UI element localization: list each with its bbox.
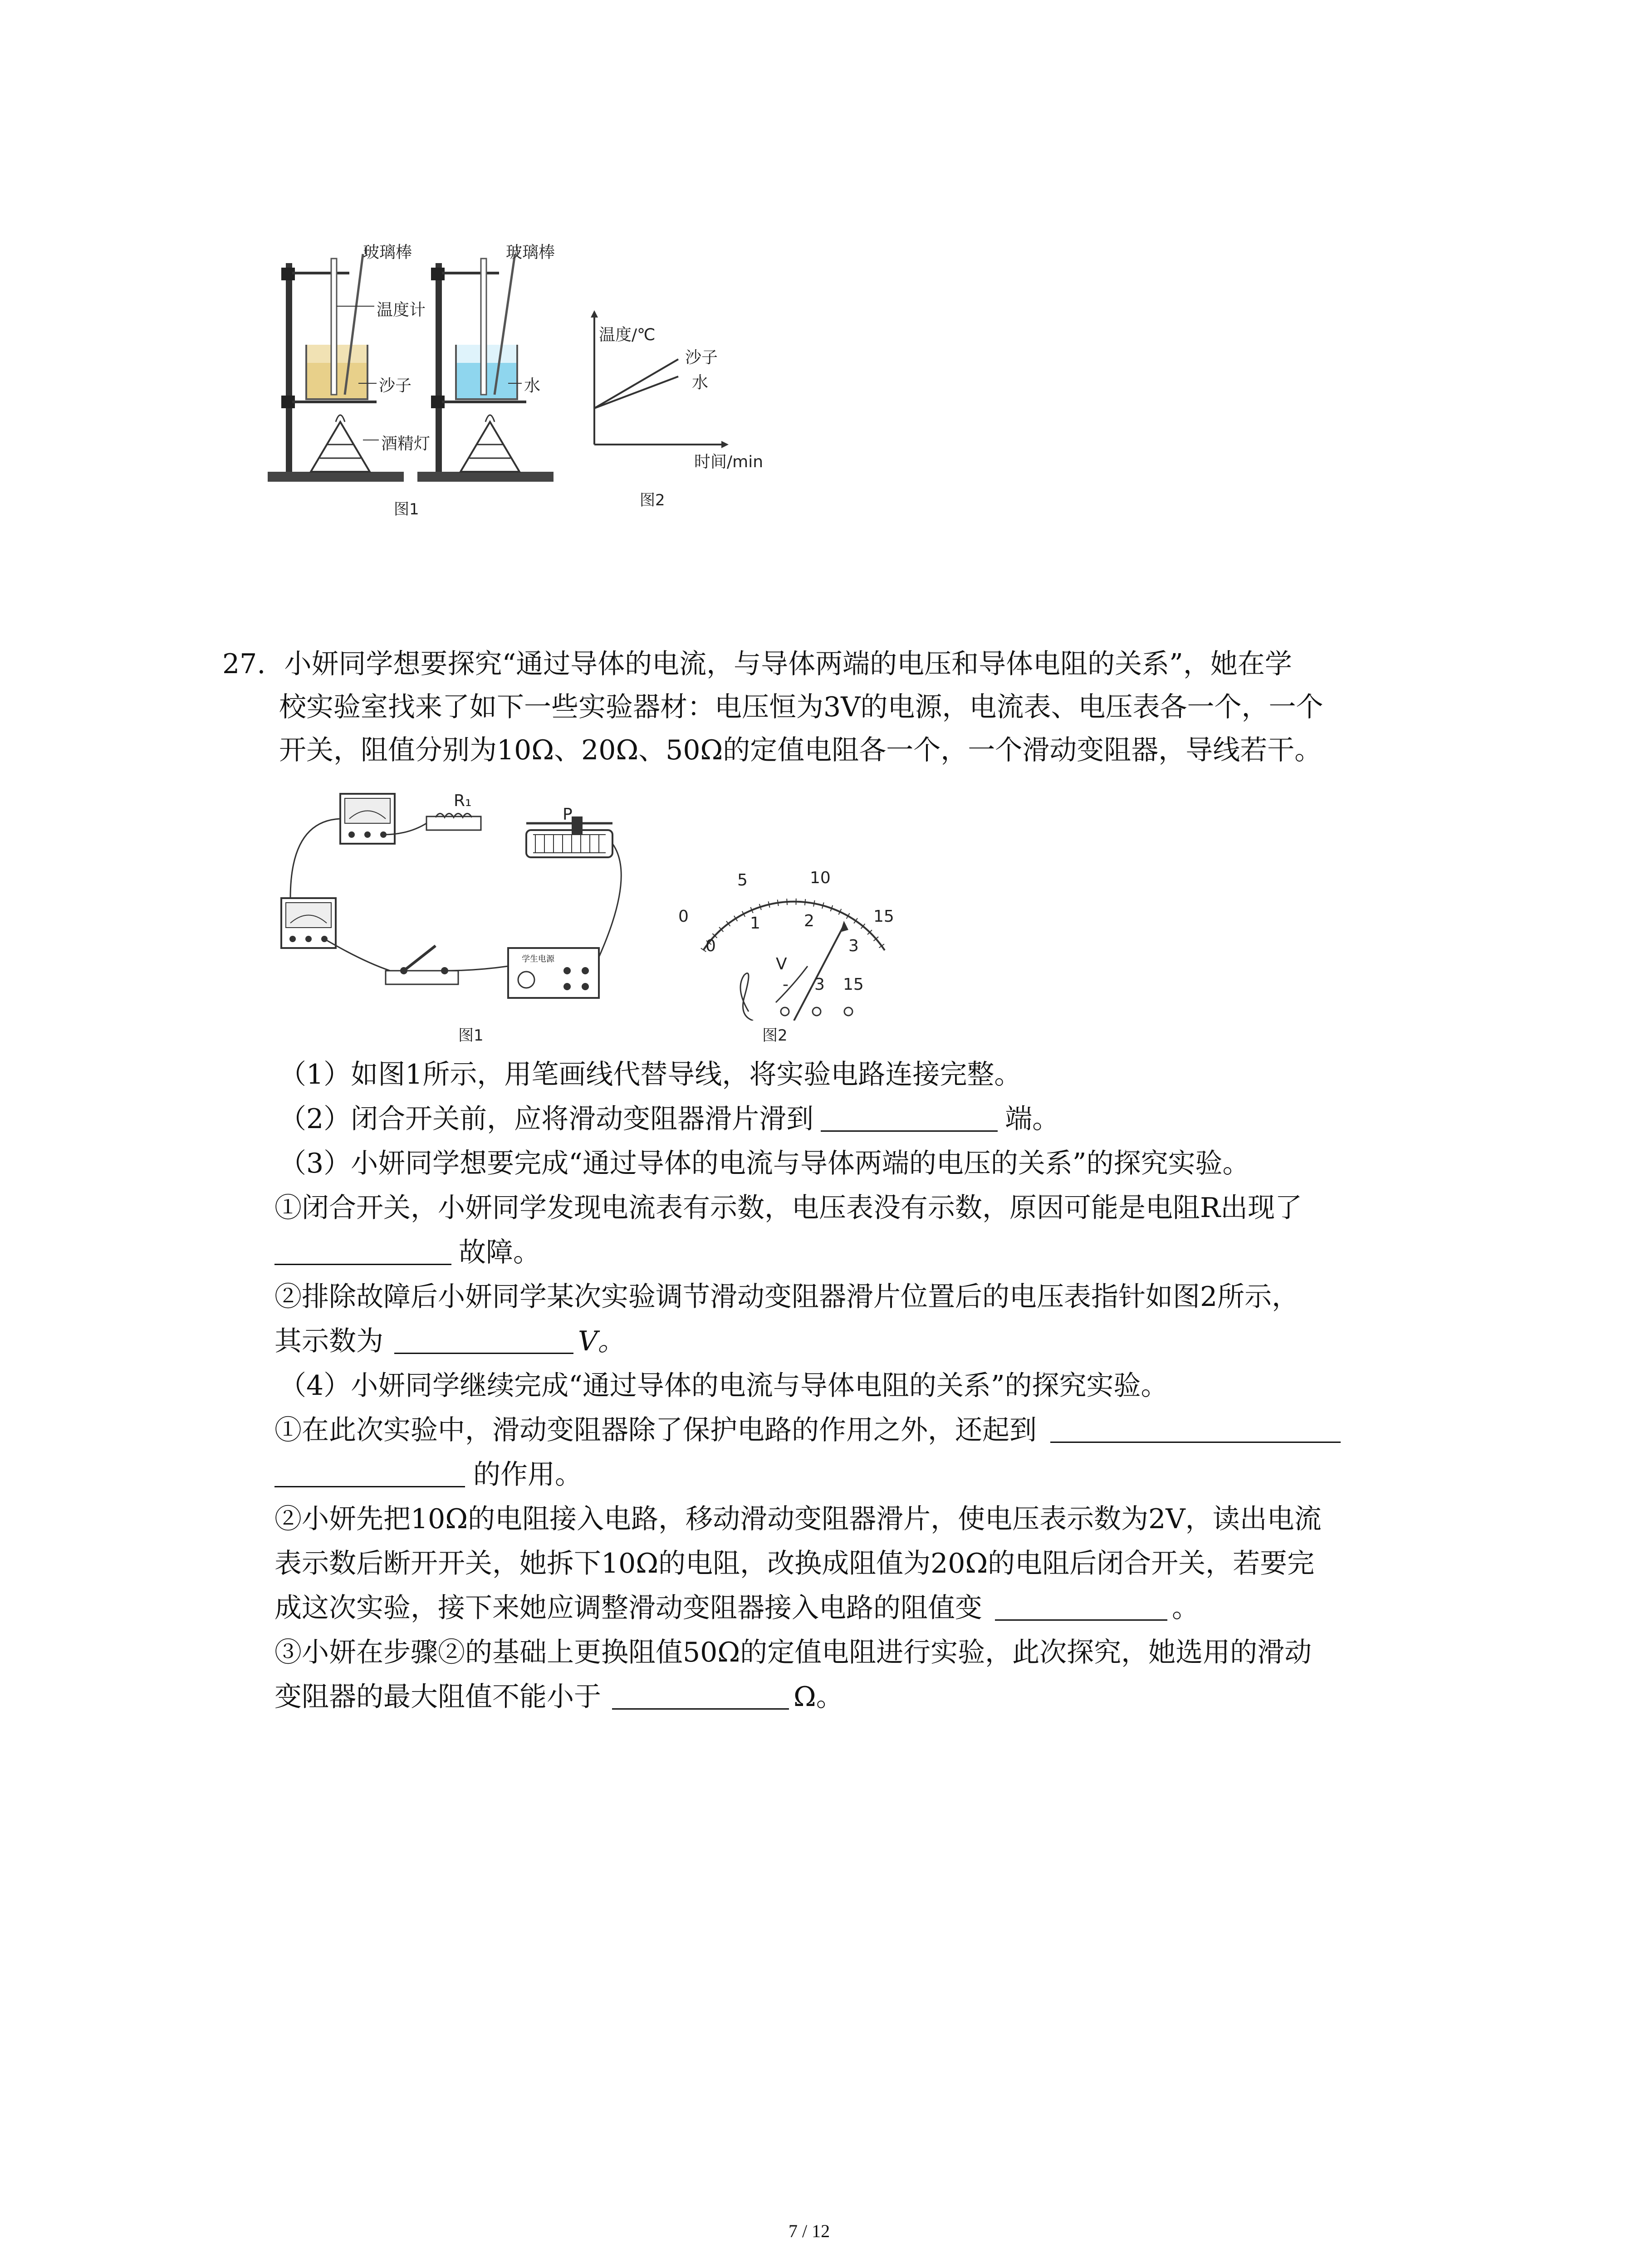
meter-terminal-3: 3 [814, 975, 825, 994]
label-glass-rod-left: 玻璃棒 [363, 243, 412, 262]
label-sand: 沙子 [379, 376, 412, 395]
p4-1-answer-blank-a[interactable] [1050, 1414, 1341, 1443]
fig1-power-label: 学生电源 [522, 954, 554, 964]
meter-outer-5: 5 [737, 871, 748, 890]
p3-2-post: V。 [578, 1325, 625, 1357]
p4-2-post: 。 [1172, 1592, 1199, 1624]
fig1-caption-top: 图1 [394, 500, 419, 518]
p4-1-pre: ①在此次实验中，滑动变阻器除了保护电路的作用之外，还起到 [274, 1414, 1037, 1446]
water-line [594, 376, 678, 408]
p3-2-pre: 其示数为 [274, 1325, 383, 1357]
sub-questions [274, 1055, 1504, 1780]
meter-outer-10: 10 [810, 869, 831, 887]
stem-line-1: 小妍同学想要探究“通过导体的电流，与导体两端的电压和导体电阻的关系”，她在学 [284, 648, 1292, 680]
meter-terminal-minus: - [783, 975, 789, 994]
p4-2-line3 [274, 1588, 1199, 1628]
p4-2-line2: 表示数后断开开关，她拆下10Ω的电阻，改换成阻值为20Ω的电阻后闭合开关，若要完 [274, 1548, 1315, 1579]
meter-outer-15: 15 [873, 907, 894, 926]
p2-pre: （2）闭合开关前，应将滑动变阻器滑片滑到 [279, 1103, 814, 1135]
label-glass-rod-right: 玻璃棒 [506, 243, 555, 262]
p3-2-answer-blank[interactable] [394, 1325, 573, 1354]
label-alcohol-lamp: 酒精灯 [381, 435, 431, 453]
p2-post: 端。 [1005, 1103, 1060, 1135]
sand-line [594, 359, 678, 408]
p3-2-line2 [274, 1321, 625, 1361]
p3-2-line1: ②排除故障后小妍同学某次实验调节滑动变阻器滑片位置后的电压表指针如图2所示， [274, 1281, 1299, 1313]
meter-unit: V [776, 955, 787, 973]
circuit-figure [272, 785, 644, 1012]
p4-3-line2 [274, 1677, 843, 1717]
meter-inner-0: 0 [705, 937, 716, 955]
p3-1-line2 [274, 1232, 540, 1272]
graph-series-water: 水 [692, 373, 709, 392]
fig2-caption: 图2 [762, 1026, 788, 1045]
p3-1-answer-blank[interactable] [274, 1237, 451, 1265]
p4: （4）小妍同学继续完成“通过导体的电流与导体电阻的关系”的探究实验。 [279, 1370, 1168, 1402]
label-thermometer: 温度计 [377, 301, 426, 319]
p4-1-answer-blank-b[interactable] [274, 1459, 465, 1487]
fig1-p-label: P [563, 805, 573, 824]
graph-series-sand: 沙子 [685, 348, 718, 367]
p3-1-post: 故障。 [459, 1237, 540, 1268]
p4-1-line1 [274, 1410, 1341, 1450]
p3: （3）小妍同学想要完成“通过导体的电流与导体两端的电压的关系”的探究实验。 [279, 1148, 1250, 1179]
p3-1-line1: ①闭合开关，小妍同学发现电流表有示数，电压表没有示数，原因可能是电阻R出现了 [274, 1192, 1303, 1224]
question-number: 27. [222, 648, 266, 680]
p4-1-line2 [274, 1455, 582, 1495]
meter-inner-1: 1 [750, 914, 760, 933]
stem-line-3: 开关，阻值分别为10Ω、20Ω、50Ω的定值电阻各一个，一个滑动变阻器，导线若干。 [279, 734, 1322, 766]
page-number: 7 / 12 [789, 2221, 830, 2241]
p1: （1）如图1所示，用笔画线代替导线，将实验电路连接完整。 [279, 1059, 1022, 1090]
graph-ylabel: 温度/℃ [599, 326, 656, 344]
meter-outer-0: 0 [678, 907, 689, 926]
meter-inner-2: 2 [804, 912, 814, 930]
fig1-caption: 图1 [458, 1026, 484, 1045]
p4-3-pre: 变阻器的最大阻值不能小于 [274, 1681, 601, 1713]
meter-terminal-15: 15 [843, 975, 864, 994]
p2-line [279, 1099, 1059, 1139]
stem-line-2: 校实验室找来了如下一些实验器材：电压恒为3V的电源，电流表、电压表各一个，一个 [279, 691, 1323, 723]
graph-xlabel: 时间/min [694, 453, 764, 471]
p4-3-post: Ω。 [794, 1681, 843, 1713]
fig2-caption-top: 图2 [640, 491, 665, 509]
meter-inner-3: 3 [848, 937, 859, 955]
fig1-r1-label: R₁ [454, 792, 472, 810]
p4-3-answer-blank[interactable] [612, 1681, 789, 1710]
label-water: 水 [524, 376, 541, 395]
p4-2-answer-blank[interactable] [995, 1592, 1167, 1621]
p4-1-post: 的作用。 [473, 1459, 582, 1491]
p4-2-line1: ②小妍先把10Ω的电阻接入电路，移动滑动变阻器滑片，使电压表示数为2V，读出电流 [274, 1503, 1322, 1535]
p4-2-pre: 成这次实验，接下来她应调整滑动变阻器接入电路的阻值变 [274, 1592, 982, 1624]
p2-answer-blank[interactable] [821, 1103, 998, 1132]
p4-3-line1: ③小妍在步骤②的基础上更换阻值50Ω的定值电阻进行实验，此次探究，她选用的滑动 [274, 1637, 1312, 1668]
